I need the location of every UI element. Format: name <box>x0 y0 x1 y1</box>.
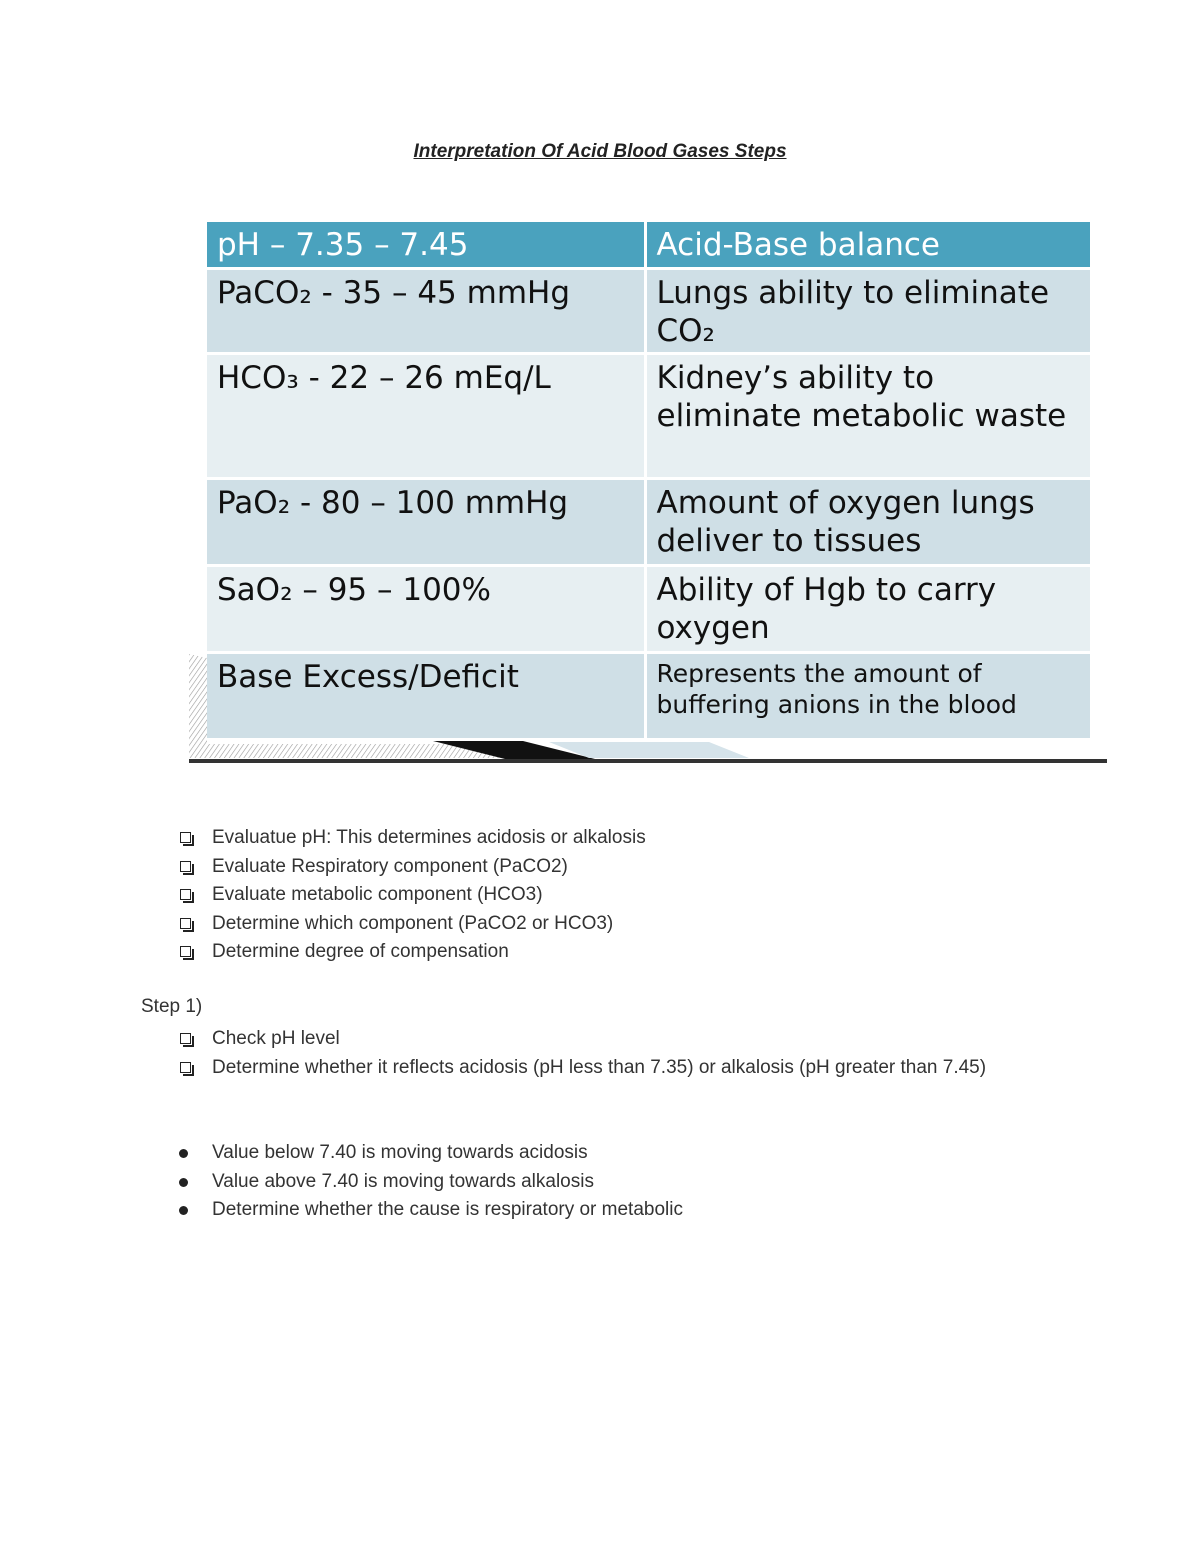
cell-range: Base Excess/Deficit <box>207 653 645 740</box>
document-title: Interpretation Of Acid Blood Gases Steps <box>413 141 787 162</box>
checkbox-bullet-icon <box>180 832 191 843</box>
list-item: Value above 7.40 is moving towards alkalosis <box>176 1168 683 1197</box>
cell-meaning: Lungs ability to eliminate CO₂ <box>645 269 1090 354</box>
cell-meaning: Amount of oxygen lungs deliver to tissues <box>645 479 1090 566</box>
table-row <box>207 354 1090 479</box>
cell-range: PaCO₂ - 35 – 45 mmHg <box>207 269 645 354</box>
list-item: Evaluate Respiratory component (PaCO2) <box>176 853 646 882</box>
steps-overview-list <box>176 824 646 967</box>
step-1-checklist <box>176 1025 1056 1082</box>
list-item: Value below 7.40 is moving towards acidosis <box>176 1139 683 1168</box>
bullet-dot-icon <box>179 1178 188 1187</box>
table-row <box>207 566 1090 653</box>
bullet-dot-icon <box>179 1206 188 1215</box>
checkbox-bullet-icon <box>180 861 191 872</box>
list-item: Evaluate metabolic component (HCO3) <box>176 881 646 910</box>
cell-range: HCO₃ - 22 – 26 mEq/L <box>207 354 645 479</box>
baseline-rule <box>189 759 1107 763</box>
list-item: Check pH level <box>176 1025 1056 1054</box>
step-1-bullets <box>176 1139 683 1225</box>
list-item: Determine which component (PaCO2 or HCO3) <box>176 910 646 939</box>
bullet-dot-icon <box>179 1149 188 1158</box>
abg-reference-table <box>207 222 1090 741</box>
table-row <box>207 653 1090 740</box>
cell-meaning: Represents the amount of buffering anions in the blood <box>645 653 1090 740</box>
table-row <box>207 269 1090 354</box>
list-item: Determine whether it reflects acidosis (pH less than 7.35) or alkalosis (pH greater than 7.45) <box>176 1054 1056 1083</box>
list-item: Determine degree of compensation <box>176 938 646 967</box>
cell-range: SaO₂ – 95 – 100% <box>207 566 645 653</box>
checkbox-bullet-icon <box>180 1033 191 1044</box>
table-row <box>207 479 1090 566</box>
checkbox-bullet-icon <box>180 946 191 957</box>
reference-values-image <box>189 222 1109 766</box>
header-acid-base: Acid-Base balance <box>645 222 1090 269</box>
checkbox-bullet-icon <box>180 1062 191 1073</box>
cell-meaning: Ability of Hgb to carry oxygen <box>645 566 1090 653</box>
cell-range: PaO₂ - 80 – 100 mmHg <box>207 479 645 566</box>
list-item: Determine whether the cause is respiratory or metabolic <box>176 1196 683 1225</box>
header-ph-range: pH – 7.35 – 7.45 <box>207 222 645 269</box>
list-item: Evaluatue pH: This determines acidosis or alkalosis <box>176 824 646 853</box>
step-1-label: Step 1) <box>141 996 203 1017</box>
hatch-left <box>189 654 207 744</box>
checkbox-bullet-icon <box>180 889 191 900</box>
table-header-row <box>207 222 1090 269</box>
cell-meaning: Kidney’s ability to eliminate metabolic waste <box>645 354 1090 479</box>
checkbox-bullet-icon <box>180 918 191 929</box>
